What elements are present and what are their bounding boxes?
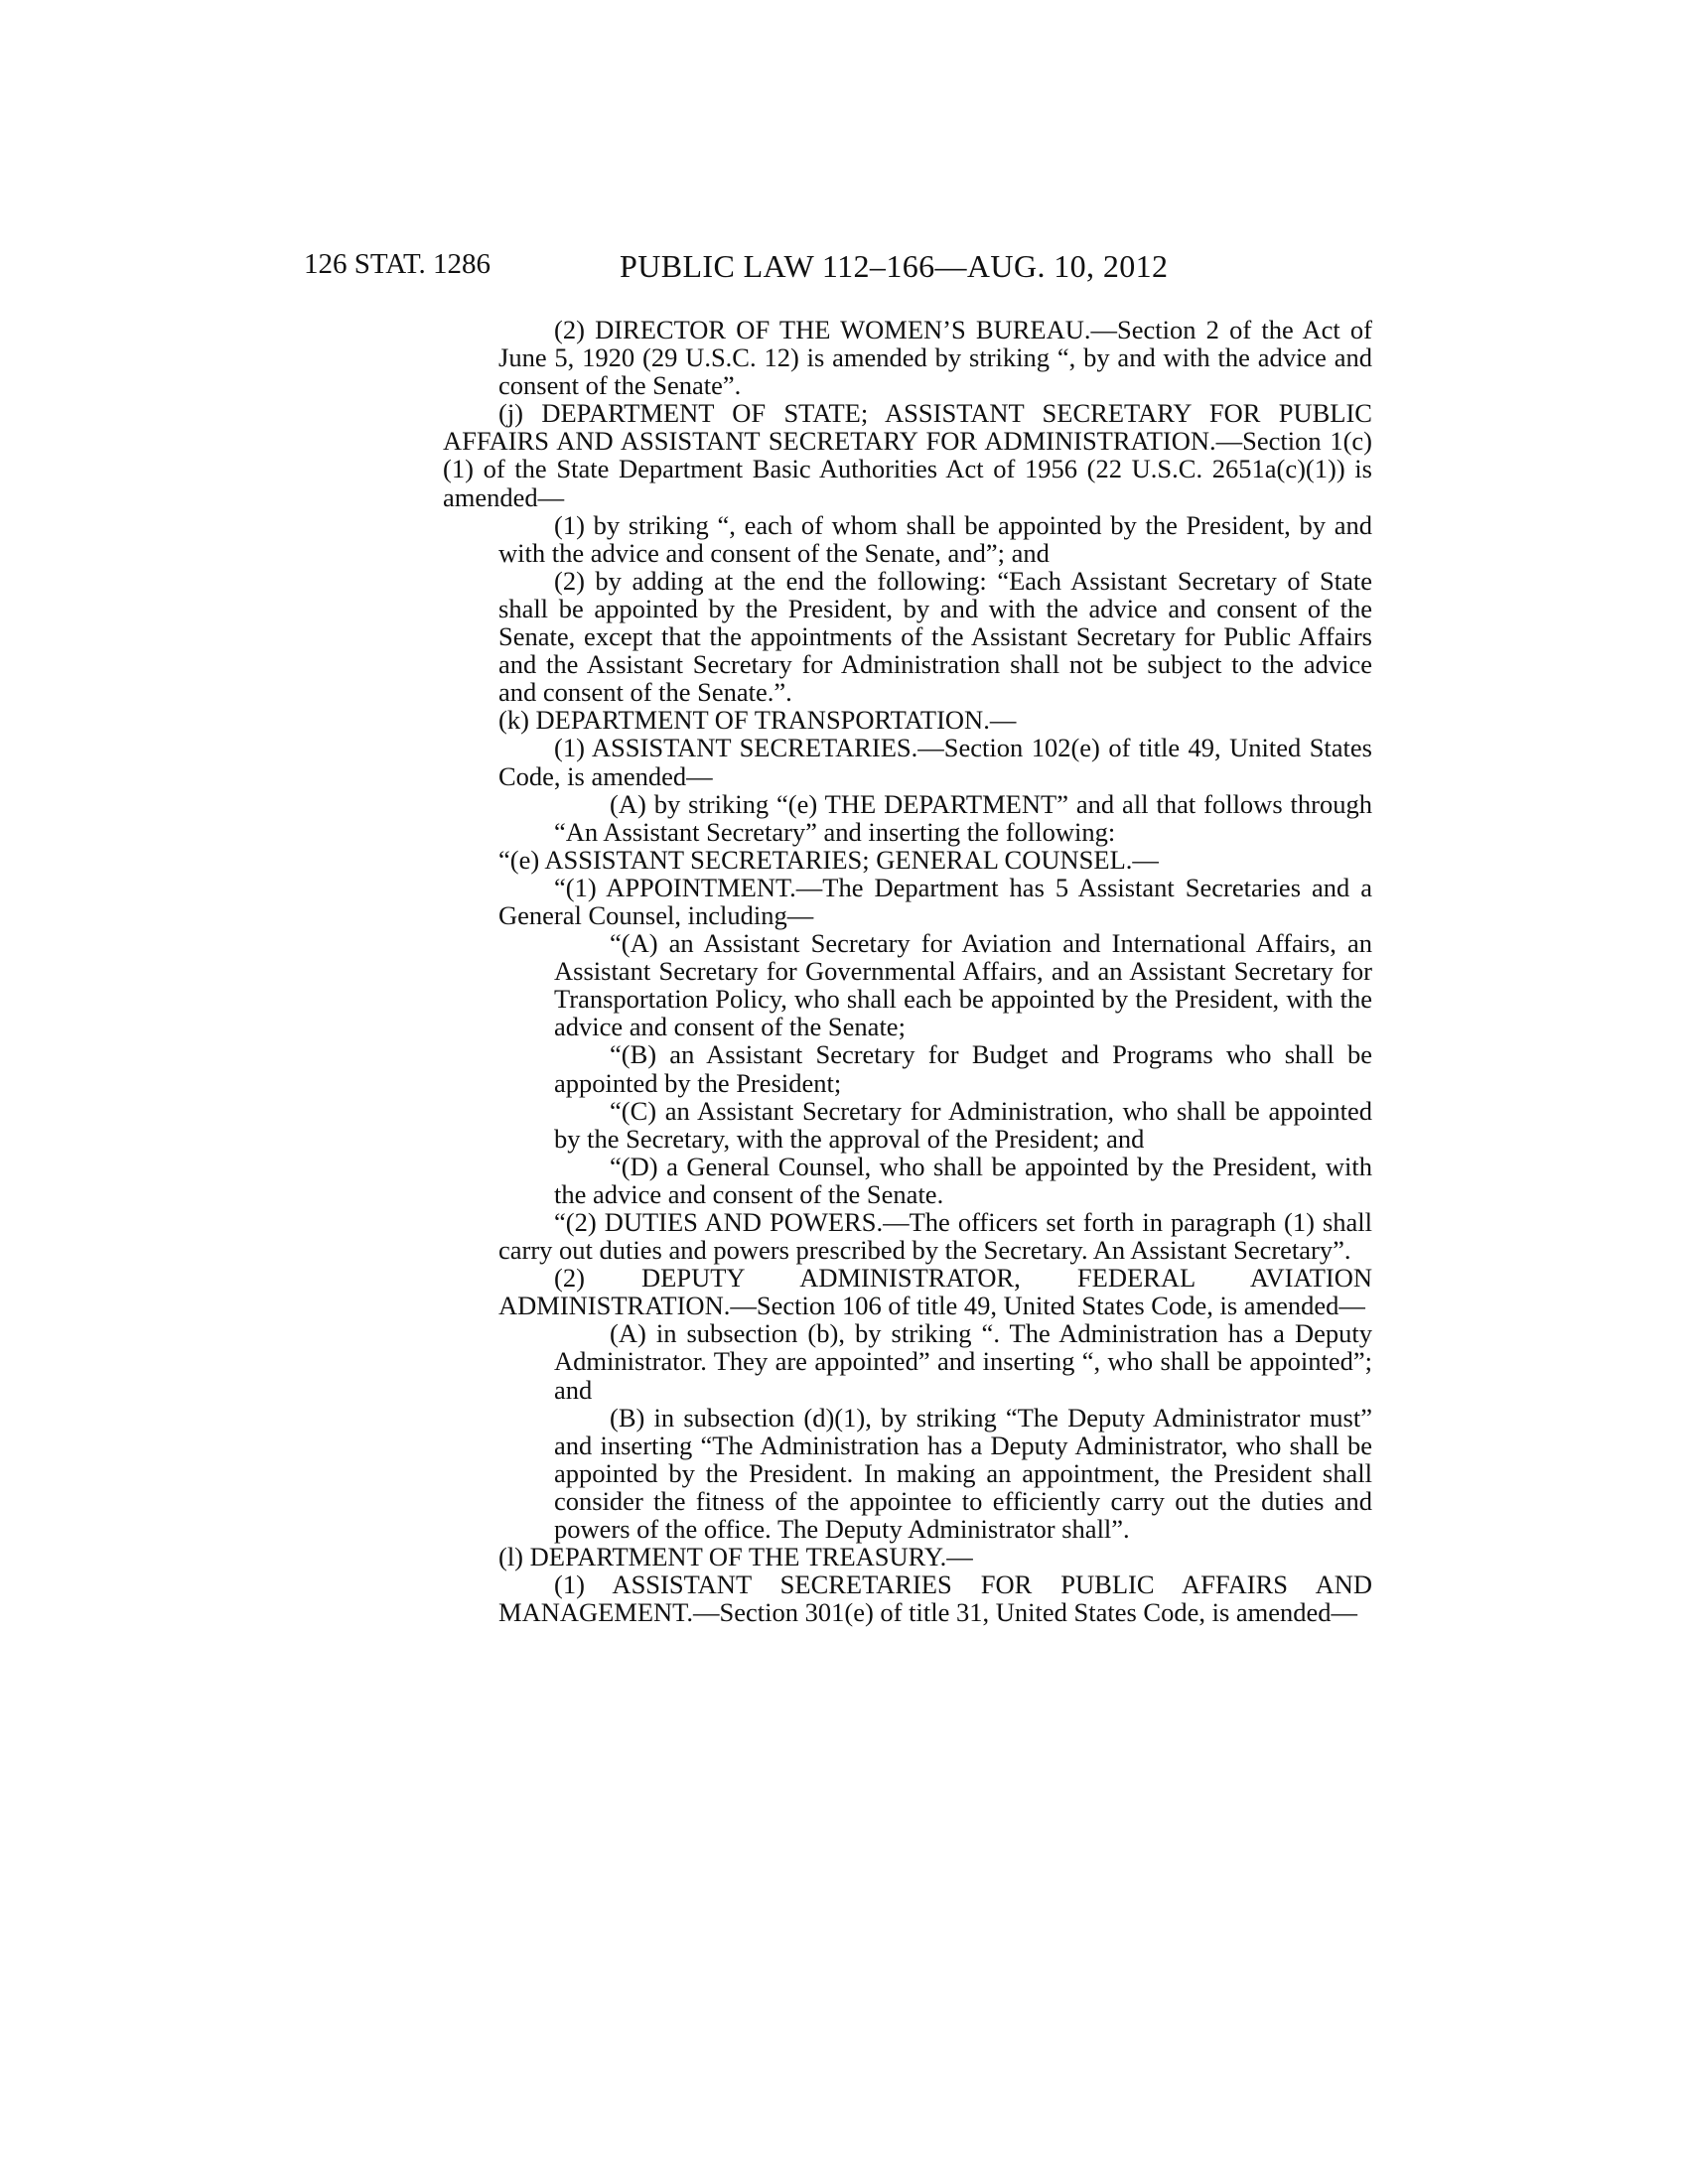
paragraph-department-of-transportation: (k) DEPARTMENT OF TRANSPORTATION.—	[498, 705, 1017, 736]
paragraph-deputy-administrator: (2) DEPUTY ADMINISTRATOR, FEDERAL AVIATION ADMINISTRATION.—Section 106 of title 49, United States Code, is amended—	[498, 1263, 1372, 1321]
paragraph-inserted-a: “(A) an Assistant Secretary for Aviation and International Affairs, an Assistant Secretary for Governmental Affairs, and an Assistant Secretary for Transportation Policy, who shall each be appointed by the President, with the advice and consent of the Senate;	[554, 928, 1372, 1042]
paragraph-treasury-assistant-secretaries: (1) ASSISTANT SECRETARIES FOR PUBLIC AFFAIRS AND MANAGEMENT.—Section 301(e) of title 31, United States Code, is amended—	[498, 1570, 1372, 1628]
page-header	[0, 248, 1688, 288]
paragraph-state-striking: (1) by striking “, each of whom shall be appointed by the President, by and with the advice and consent of the Senate, and”; and	[498, 509, 1372, 568]
paragraph-transportation-striking: (A) by striking “(e) THE DEPARTMENT” and all that follows through “An Assistant Secretary” and inserting the following:	[554, 788, 1372, 847]
paragraph-state-adding: (2) by adding at the end the following: “Each Assistant Secretary of State shall be appointed by the President, by and with the advice and consent of the Senate, except that the appointments of the Assistant Secretary for Public Affairs and the Assistant Secretary for Administration shall not be subject to the advice and consent of the Senate.”.	[498, 565, 1372, 708]
paragraph-faa-subsection-d: (B) in subsection (d)(1), by striking “The Deputy Administrator must” and inserting “The Administration has a Deputy Administrator, who shall be appointed by the President. In making an appointment, the President shall consider the fitness of the appointee to efficiently carry out the duties and powers of the office. The Deputy Administrator shall”.	[554, 1402, 1372, 1545]
paragraph-inserted-duties: “(2) DUTIES AND POWERS.—The officers set forth in paragraph (1) shall carry out duties and powers prescribed by the Secretary. An Assistant Secretary”.	[498, 1207, 1372, 1266]
paragraph-inserted-b: “(B) an Assistant Secretary for Budget and Programs who shall be appointed by the President;	[554, 1039, 1372, 1098]
paragraph-assistant-secretaries: (1) ASSISTANT SECRETARIES.—Section 102(e) of title 49, United States Code, is amended—	[498, 733, 1372, 791]
paragraph-womens-bureau: (2) DIRECTOR OF THE WOMEN’S BUREAU.—Section 2 of the Act of June 5, 1920 (29 U.S.C. 12) is amended by striking “, by and with the advice and consent of the Senate”.	[498, 315, 1372, 401]
running-title: PUBLIC LAW 112–166—AUG. 10, 2012	[620, 248, 1169, 284]
paragraph-inserted-appointment: “(1) APPOINTMENT.—The Department has 5 Assistant Secretaries and a General Counsel, including—	[498, 872, 1372, 930]
statute-page-number: 126 STAT. 1286	[304, 248, 492, 280]
paragraph-inserted-heading: “(e) ASSISTANT SECRETARIES; GENERAL COUNSEL.—	[498, 844, 1159, 875]
paragraph-inserted-c: “(C) an Assistant Secretary for Administration, who shall be appointed by the Secretary, with the approval of the President; and	[554, 1095, 1372, 1154]
document-body	[443, 315, 1372, 1628]
paragraph-department-of-state: (j) DEPARTMENT OF STATE; ASSISTANT SECRETARY FOR PUBLIC AFFAIRS AND ASSISTANT SECRETARY FOR ADMINISTRATION.—Section 1(c)(1) of the State Department Basic Authorities Act of 1956 (22 U.S.C. 2651a(c)(1)) is amended—	[443, 398, 1372, 512]
paragraph-faa-subsection-b: (A) in subsection (b), by striking “. The Administration has a Deputy Administrator. They are appointed” and inserting “, who shall be appointed”; and	[554, 1318, 1372, 1405]
paragraph-department-of-treasury: (l) DEPARTMENT OF THE TREASURY.—	[498, 1542, 973, 1572]
paragraph-inserted-d: “(D) a General Counsel, who shall be appointed by the President, with the advice and consent of the Senate.	[554, 1151, 1372, 1209]
